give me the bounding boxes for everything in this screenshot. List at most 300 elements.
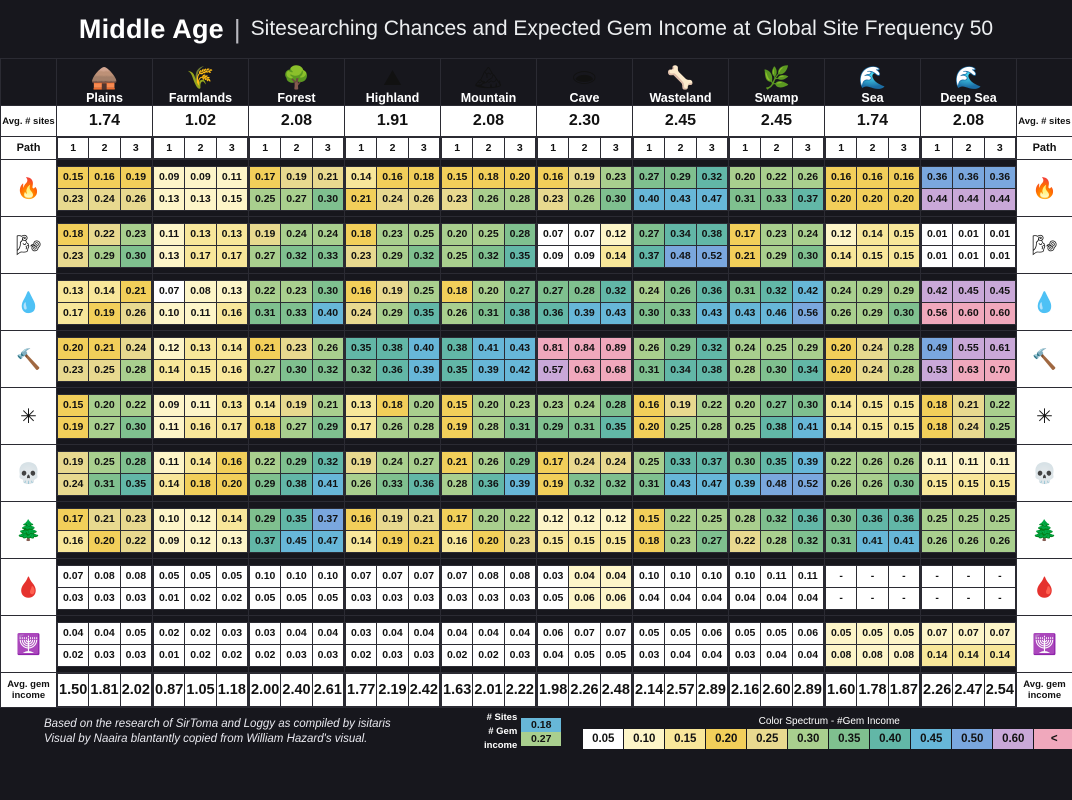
- cell-earth-swamp: [729, 331, 825, 388]
- gem-income: 0.20: [826, 359, 857, 381]
- sitesearch-chance: 0.02: [154, 622, 185, 644]
- path-number: 3: [408, 138, 439, 159]
- cell-water-wasteland: [633, 274, 729, 331]
- path-number: 1: [250, 138, 281, 159]
- gem-income: 0.29: [761, 245, 792, 267]
- avg-gem-value: 2.42: [408, 674, 439, 707]
- sites-key-label: # Sites: [486, 712, 518, 723]
- avg-gem-value: 2.02: [120, 674, 151, 707]
- gem-income: 0.01: [984, 245, 1015, 267]
- cell-earth-deep-sea: [921, 331, 1017, 388]
- sitesearch-chance: 0.04: [58, 622, 89, 644]
- avg-gem-group: [441, 673, 537, 708]
- gem-income: 0.31: [473, 302, 504, 324]
- terrain-icon: 🌳: [282, 65, 311, 90]
- spectrum-stop: 0.20: [706, 729, 747, 749]
- gem-income: 0.03: [408, 587, 439, 609]
- path-icon-air-right: 🌬: [1017, 217, 1072, 274]
- terrain-label: Cave: [569, 91, 600, 105]
- avg-gem-value: 2.22: [504, 674, 535, 707]
- gem-income: 0.29: [89, 245, 120, 267]
- sitesearch-chance: 0.09: [154, 394, 185, 416]
- sitesearch-chance: 0.03: [538, 565, 569, 587]
- sitesearch-chance: 0.11: [761, 565, 792, 587]
- sitesearch-chance: 0.01: [984, 223, 1015, 245]
- sitesearch-chance: 0.39: [792, 451, 823, 473]
- path-number: 2: [761, 138, 792, 159]
- avg-sites-value: 2.45: [729, 106, 825, 137]
- sitesearch-chance: 0.13: [185, 337, 216, 359]
- sitesearch-chance: 0.05: [216, 565, 247, 587]
- gem-income: 0.10: [154, 302, 185, 324]
- table-row: [1, 502, 1072, 559]
- cell-earth-mountain: [441, 331, 537, 388]
- gem-income: 0.24: [89, 188, 120, 210]
- cell-nature-deep-sea: [921, 502, 1017, 559]
- sitesearch-chance: 0.24: [312, 223, 343, 245]
- path-number-group: [345, 137, 441, 160]
- avg-gem-value: 0.87: [154, 674, 185, 707]
- gem-income: 0.26: [120, 302, 151, 324]
- gem-income: 0.08: [826, 644, 857, 666]
- gem-income: 0.11: [154, 416, 185, 438]
- sitesearch-chance: 0.23: [761, 223, 792, 245]
- sitesearch-chance: 0.33: [665, 451, 696, 473]
- spectrum-stop: 0.10: [624, 729, 665, 749]
- cell-astral-forest: [249, 388, 345, 445]
- gem-income: 0.41: [857, 530, 888, 552]
- avg-gem-value: 2.54: [984, 674, 1015, 707]
- sitesearch-chance: 0.18: [442, 280, 473, 302]
- avg-gem-value: 2.16: [730, 674, 761, 707]
- sitesearch-chance: 0.01: [922, 223, 953, 245]
- gem-income: -: [953, 587, 984, 609]
- sitesearch-chance: 0.04: [377, 622, 408, 644]
- gem-income: 0.31: [89, 473, 120, 495]
- sitesearch-chance: 0.18: [58, 223, 89, 245]
- gem-income: 0.31: [634, 359, 665, 381]
- gem-income: 0.39: [569, 302, 600, 324]
- gem-income: 0.28: [408, 416, 439, 438]
- cell-fire-farmlands: [153, 160, 249, 217]
- sitesearch-chance: 0.28: [888, 337, 919, 359]
- sitesearch-chance: 0.05: [826, 622, 857, 644]
- terrain-icon: 🛖: [90, 65, 119, 90]
- cell-death-forest: [249, 445, 345, 502]
- sitesearch-chance: 0.07: [154, 280, 185, 302]
- gem-income: 0.03: [120, 587, 151, 609]
- sitesearch-chance: 0.10: [730, 565, 761, 587]
- path-number: 1: [826, 138, 857, 159]
- gem-income: 0.14: [600, 245, 631, 267]
- path-label-left: Path: [1, 137, 57, 160]
- gem-income: 0.27: [89, 416, 120, 438]
- gem-income: 0.03: [634, 644, 665, 666]
- sitesearch-chance: 0.26: [792, 166, 823, 188]
- cell-blood-cave: [537, 559, 633, 616]
- gem-income: 0.12: [185, 530, 216, 552]
- gem-income: 0.15: [600, 530, 631, 552]
- gem-income: 0.26: [984, 530, 1015, 552]
- gem-income: 0.03: [473, 587, 504, 609]
- gem-income: 0.05: [281, 587, 312, 609]
- cell-holy-wasteland: [633, 616, 729, 673]
- gem-income: 0.45: [281, 530, 312, 552]
- path-number: 3: [312, 138, 343, 159]
- path-number: 1: [922, 138, 953, 159]
- sitesearch-chance: 0.15: [442, 166, 473, 188]
- cell-holy-forest: [249, 616, 345, 673]
- gem-income: 0.09: [538, 245, 569, 267]
- gem-income: 0.41: [888, 530, 919, 552]
- sitesearch-chance: 0.05: [857, 622, 888, 644]
- sitesearch-chance: 0.16: [346, 280, 377, 302]
- avg-gem-group: [537, 673, 633, 708]
- table-row: [1, 331, 1072, 388]
- sitesearch-chance: 0.07: [569, 622, 600, 644]
- sitesearch-chance: 0.24: [569, 394, 600, 416]
- sitesearch-chance: 0.06: [696, 622, 727, 644]
- sitesearch-chance: 0.16: [634, 394, 665, 416]
- sitesearch-chance: 0.18: [922, 394, 953, 416]
- sitesearch-chance: 0.28: [504, 223, 535, 245]
- cell-water-mountain: [441, 274, 537, 331]
- cell-death-swamp: [729, 445, 825, 502]
- gem-income: 0.04: [761, 587, 792, 609]
- gem-income: 0.24: [857, 359, 888, 381]
- gem-income: 0.23: [58, 188, 89, 210]
- gem-income: 0.02: [250, 644, 281, 666]
- gem-income: 0.40: [634, 188, 665, 210]
- terrain-header-mountain: [441, 59, 537, 106]
- path-number: 3: [792, 138, 823, 159]
- gem-income: 0.28: [730, 359, 761, 381]
- gem-income: 0.02: [473, 644, 504, 666]
- sitesearch-chance: 0.07: [984, 622, 1015, 644]
- sitesearch-chance: 0.23: [281, 337, 312, 359]
- gem-income: 0.31: [826, 530, 857, 552]
- gem-income: 0.32: [408, 245, 439, 267]
- sitesearch-chance: 0.12: [600, 508, 631, 530]
- spectrum-bar: [583, 729, 1072, 749]
- sitesearch-chance: 0.06: [792, 622, 823, 644]
- sitesearch-chance: 0.28: [730, 508, 761, 530]
- sitesearch-chance: 0.07: [569, 223, 600, 245]
- gem-income: 0.26: [922, 530, 953, 552]
- cell-water-sea: [825, 274, 921, 331]
- gem-income: 0.63: [569, 359, 600, 381]
- gem-income: 0.35: [600, 416, 631, 438]
- gem-income: 0.23: [58, 359, 89, 381]
- gem-income: 0.16: [216, 302, 247, 324]
- sitesearch-chance: 0.08: [120, 565, 151, 587]
- gem-income: 0.15: [538, 530, 569, 552]
- gem-income: 0.25: [984, 416, 1015, 438]
- sitesearch-chance: 0.22: [761, 166, 792, 188]
- cell-holy-deep-sea: [921, 616, 1017, 673]
- gem-income: 0.15: [185, 359, 216, 381]
- spectrum-stop: 0.60: [993, 729, 1034, 749]
- gem-income: 0.26: [857, 473, 888, 495]
- sitesearch-chance: 0.05: [730, 622, 761, 644]
- path-number: 2: [473, 138, 504, 159]
- cell-air-deep-sea: [921, 217, 1017, 274]
- sitesearch-chance: 0.21: [89, 508, 120, 530]
- gem-income: 0.31: [730, 188, 761, 210]
- cell-death-plains: [57, 445, 153, 502]
- cell-fire-wasteland: [633, 160, 729, 217]
- cell-blood-plains: [57, 559, 153, 616]
- avg-gem-value: 2.14: [634, 674, 665, 707]
- gem-income: 0.27: [250, 245, 281, 267]
- avg-gem-value: 1.63: [442, 674, 473, 707]
- sitesearch-chance: 0.05: [665, 622, 696, 644]
- sitesearch-chance: 0.41: [473, 337, 504, 359]
- gem-income: 0.29: [312, 416, 343, 438]
- sitesearch-chance: 0.05: [761, 622, 792, 644]
- sitesearch-chance: 0.29: [250, 508, 281, 530]
- sitesearch-chance: 0.20: [504, 166, 535, 188]
- sitesearch-chance: 0.61: [984, 337, 1015, 359]
- gem-income: 0.05: [250, 587, 281, 609]
- sitesearch-chance: 0.20: [730, 394, 761, 416]
- cell-blood-mountain: [441, 559, 537, 616]
- path-number-group: [249, 137, 345, 160]
- sitesearch-chance: 0.29: [281, 451, 312, 473]
- cell-water-highland: [345, 274, 441, 331]
- gem-income: 0.08: [857, 644, 888, 666]
- gem-income: 0.68: [600, 359, 631, 381]
- path-number-row: [1, 137, 1072, 160]
- sitesearch-chance: 0.20: [473, 280, 504, 302]
- sitesearch-chance: 0.28: [120, 451, 151, 473]
- sitesearch-chance: 0.16: [216, 451, 247, 473]
- sitesearch-chance: 0.24: [634, 280, 665, 302]
- gem-income: 0.35: [504, 245, 535, 267]
- cell-air-wasteland: [633, 217, 729, 274]
- sitesearch-chance: 0.20: [730, 166, 761, 188]
- terrain-icon: 🌊: [858, 65, 887, 90]
- path-number: 1: [58, 138, 89, 159]
- gem-income: 0.27: [250, 359, 281, 381]
- gem-income: 0.23: [538, 188, 569, 210]
- sitesearch-chance: 0.14: [346, 166, 377, 188]
- gem-income: 0.14: [826, 416, 857, 438]
- sitesearch-chance: 0.32: [761, 508, 792, 530]
- avg-gem-group: [57, 673, 153, 708]
- gem-income: 0.23: [58, 245, 89, 267]
- cell-blood-highland: [345, 559, 441, 616]
- gem-income: 0.38: [504, 302, 535, 324]
- gem-income: 0.47: [696, 188, 727, 210]
- cell-air-forest: [249, 217, 345, 274]
- gem-income: 0.30: [888, 302, 919, 324]
- path-number: 2: [89, 138, 120, 159]
- sitesearch-chance: 0.07: [600, 622, 631, 644]
- terrain-header-swamp: [729, 59, 825, 106]
- path-number: 1: [634, 138, 665, 159]
- terrain-header-wasteland: [633, 59, 729, 106]
- gem-key-label: # Gem income: [484, 726, 518, 751]
- sitesearch-chance: 0.07: [538, 223, 569, 245]
- gem-income: 0.32: [473, 245, 504, 267]
- gem-income: 0.52: [792, 473, 823, 495]
- sitesearch-chance: 0.07: [953, 622, 984, 644]
- sitesearch-chance: 0.05: [120, 622, 151, 644]
- sitesearch-chance: 0.14: [185, 451, 216, 473]
- gem-income: 0.16: [216, 359, 247, 381]
- sitesearch-chance: 0.49: [922, 337, 953, 359]
- gem-income: 0.23: [504, 530, 535, 552]
- gem-income: 0.02: [442, 644, 473, 666]
- gem-income: 0.27: [281, 188, 312, 210]
- gem-income: 0.15: [984, 473, 1015, 495]
- sitesearch-chance: 0.28: [569, 280, 600, 302]
- path-number: 3: [984, 138, 1015, 159]
- gem-income: 0.02: [216, 587, 247, 609]
- sitesearch-chance: 0.16: [888, 166, 919, 188]
- sitesearch-chance: 0.19: [665, 394, 696, 416]
- terrain-icon: 🌊: [954, 65, 983, 90]
- path-number: 2: [185, 138, 216, 159]
- sitesearch-chance: 0.24: [120, 337, 151, 359]
- cell-earth-plains: [57, 331, 153, 388]
- sitesearch-chance: 0.30: [312, 280, 343, 302]
- sitesearch-chance: 0.22: [696, 394, 727, 416]
- avg-gem-value: 1.87: [888, 674, 919, 707]
- sitesearch-chance: 0.13: [58, 280, 89, 302]
- cell-fire-mountain: [441, 160, 537, 217]
- sitesearch-chance: 0.14: [216, 508, 247, 530]
- path-number-group: [729, 137, 825, 160]
- gem-income: 0.36: [377, 359, 408, 381]
- avg-gem-income-row: [1, 673, 1072, 708]
- sitesearch-chance: -: [826, 565, 857, 587]
- sitesearch-chance: 0.21: [408, 508, 439, 530]
- terrain-header-plains: [57, 59, 153, 106]
- cell-holy-swamp: [729, 616, 825, 673]
- gem-income: 0.48: [761, 473, 792, 495]
- sitesearch-chance: 0.04: [473, 622, 504, 644]
- sitesearch-chance: 0.32: [312, 451, 343, 473]
- gem-income: 0.03: [504, 644, 535, 666]
- cell-nature-mountain: [441, 502, 537, 559]
- sitesearch-chance: 0.27: [408, 451, 439, 473]
- spectrum-stop: 0.35: [829, 729, 870, 749]
- cell-blood-forest: [249, 559, 345, 616]
- sitesearch-chance: 0.08: [504, 565, 535, 587]
- sitesearch-chance: 0.25: [473, 223, 504, 245]
- sitesearch-chance: 0.22: [504, 508, 535, 530]
- gem-income: 0.41: [792, 416, 823, 438]
- sitesearch-chance: 0.21: [442, 451, 473, 473]
- terrain-label: Mountain: [460, 91, 517, 105]
- cell-water-plains: [57, 274, 153, 331]
- cell-format-key: [484, 711, 561, 753]
- gem-income: 0.03: [346, 587, 377, 609]
- sitesearch-chance: 0.25: [89, 451, 120, 473]
- sitesearch-chance: 0.17: [442, 508, 473, 530]
- gem-income: 0.24: [377, 188, 408, 210]
- sitesearch-chance: 0.17: [730, 223, 761, 245]
- avg-gem-group: [345, 673, 441, 708]
- sitesearch-chance: 0.34: [665, 223, 696, 245]
- sitesearch-chance: 0.17: [58, 508, 89, 530]
- sitesearch-chance: 0.36: [696, 280, 727, 302]
- gem-income: 0.01: [154, 644, 185, 666]
- sitesearch-chance: 0.01: [953, 223, 984, 245]
- path-icon-astral-left: ✳: [1, 388, 57, 445]
- sitesearch-chance: 0.25: [984, 508, 1015, 530]
- gem-income: 0.30: [312, 188, 343, 210]
- path-icon-air-left: 🌬: [1, 217, 57, 274]
- gem-income: 0.30: [761, 359, 792, 381]
- sitesearch-chance: -: [953, 565, 984, 587]
- sitesearch-chance: 0.12: [538, 508, 569, 530]
- gem-income: 0.34: [792, 359, 823, 381]
- gem-income: 0.03: [89, 644, 120, 666]
- sitesearch-chance: 0.09: [154, 166, 185, 188]
- avg-gem-value: 1.60: [826, 674, 857, 707]
- gem-income: 0.02: [185, 644, 216, 666]
- gem-income: 0.09: [154, 530, 185, 552]
- sitesearch-chance: 0.43: [504, 337, 535, 359]
- gem-income: 0.15: [888, 245, 919, 267]
- cell-earth-highland: [345, 331, 441, 388]
- sitesearch-chance: 0.22: [89, 223, 120, 245]
- gem-income: 0.21: [346, 188, 377, 210]
- avg-gem-value: 2.01: [473, 674, 504, 707]
- avg-gem-group: [153, 673, 249, 708]
- gem-income: 0.22: [730, 530, 761, 552]
- cell-format-labels: [484, 711, 517, 753]
- cell-air-mountain: [441, 217, 537, 274]
- path-icon-death-left: 💀: [1, 445, 57, 502]
- sitesearch-chance: 0.11: [792, 565, 823, 587]
- gem-income: 0.17: [216, 245, 247, 267]
- gem-income: 0.01: [154, 587, 185, 609]
- cell-holy-sea: [825, 616, 921, 673]
- avg-sites-value: 1.74: [825, 106, 921, 137]
- sitesearch-chance: 0.16: [857, 166, 888, 188]
- sitesearch-chance: 0.45: [984, 280, 1015, 302]
- cell-water-cave: [537, 274, 633, 331]
- gem-income: 0.13: [154, 188, 185, 210]
- gem-income: 0.04: [538, 644, 569, 666]
- path-number-group: [921, 137, 1017, 160]
- gem-income: 0.14: [346, 530, 377, 552]
- gem-income: 0.26: [569, 188, 600, 210]
- gem-income: 0.17: [216, 416, 247, 438]
- sitesearch-chance: 0.25: [408, 223, 439, 245]
- sitesearch-chance: 0.26: [473, 451, 504, 473]
- gem-income: 0.20: [89, 530, 120, 552]
- gem-income: 0.32: [792, 530, 823, 552]
- cell-death-mountain: [441, 445, 537, 502]
- gem-income: 0.60: [984, 302, 1015, 324]
- gem-income: 0.08: [888, 644, 919, 666]
- gem-income: 0.28: [888, 359, 919, 381]
- sitesearch-chance: 0.22: [984, 394, 1015, 416]
- sitesearch-chance: 0.32: [761, 280, 792, 302]
- cell-air-sea: [825, 217, 921, 274]
- sitesearch-chance: 0.16: [89, 166, 120, 188]
- sitesearch-chance: 0.05: [154, 565, 185, 587]
- sitesearch-chance: 0.55: [953, 337, 984, 359]
- sitesearch-chance: 0.19: [569, 166, 600, 188]
- sitesearch-chance: 0.42: [922, 280, 953, 302]
- path-icon-earth-left: 🔨: [1, 331, 57, 388]
